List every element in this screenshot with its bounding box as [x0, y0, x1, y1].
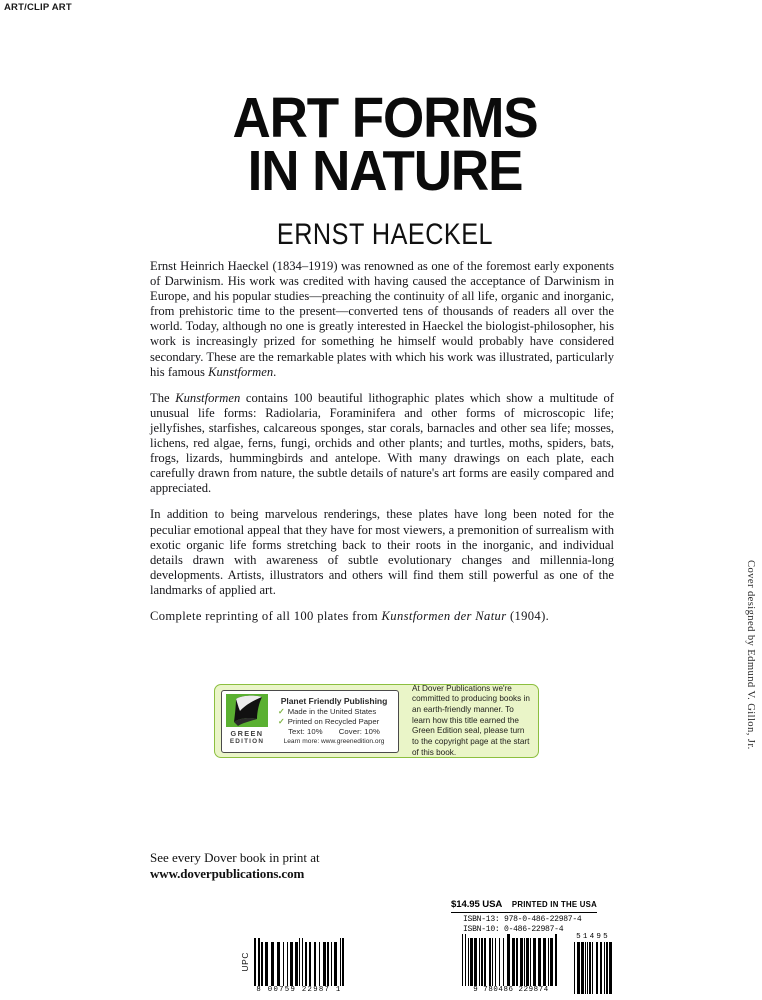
isbn-10: ISBN-10: 0-486-22987-4	[463, 924, 564, 934]
seal-bullet-2-label: Printed on Recycled Paper	[287, 716, 380, 726]
upc-label: UPC	[240, 952, 250, 972]
barcode-bars	[574, 942, 612, 994]
price-label: $14.95 USA	[451, 899, 503, 910]
paragraph-1-italic: Kunstformen	[208, 364, 274, 379]
dover-website-block	[150, 850, 320, 882]
paragraph-4	[150, 609, 614, 624]
check-icon: ✓	[278, 706, 285, 716]
upc-barcode-group	[240, 938, 344, 994]
barcode-bars	[254, 938, 344, 986]
seal-cover-percent: Cover: 10%	[338, 726, 380, 736]
price-addon-barcode	[574, 933, 612, 994]
logo-text-green: GREEN	[230, 728, 264, 738]
seal-headline: Planet Friendly Publishing	[280, 695, 388, 706]
page-title	[166, 86, 603, 203]
green-edition-seal	[214, 684, 539, 758]
paragraph-1-text-b: .	[273, 364, 277, 379]
recycled-book-icon	[226, 694, 268, 727]
seal-text-percent: Text: 10%	[288, 726, 323, 736]
upc-digits: 8 00759 22987 1	[256, 986, 342, 994]
seal-percentages	[273, 727, 395, 738]
isbn-13: ISBN-13: 978-0-486-22987-4	[463, 915, 582, 924]
dover-url[interactable]: www.doverpublications.com	[150, 866, 305, 881]
paragraph-1-text-a: Ernst Heinrich Haeckel (1834–1919) was renowned as one of the foremost early exponents of Darwinism. His work was credited with having caused the acceptance of Darwinism in Europe, and his popular studies—preaching the continuity of all life, organic and inorganic, from prehistoric time to the present—converted tens of thousands of readers all over the world. Today, although no one is greatly interested in Haeckel the biologist-philosopher, his work is increasingly prized for something he himself would probably have considered secondary. These are the remarkable plates with which his work was illustrated, particularly his famous	[150, 259, 614, 379]
cover-designer-credit: Cover designed by Edmund V. Gillon, Jr.	[745, 560, 756, 750]
check-icon: ✓	[278, 716, 285, 726]
seal-bullet-1-label: Made in the United States	[287, 706, 377, 716]
barcode-bars	[462, 934, 560, 986]
upc-barcode	[254, 938, 344, 994]
category-label: ART/CLIP ART	[4, 2, 72, 13]
paragraph-4-text-b: (1904).	[506, 608, 550, 623]
seal-learn-more: Learn more: www.greenedition.org	[283, 738, 385, 746]
back-cover-description	[150, 259, 614, 624]
book-leaf-glyph	[226, 694, 268, 727]
ean13-digits: 9 780486 229874	[473, 986, 549, 994]
planet-friendly-publishing-box	[221, 690, 399, 753]
printed-in-usa-label: PRINTED IN THE USA	[511, 900, 597, 909]
paragraph-2-italic: Kunstformen	[175, 390, 241, 405]
isbn-lines	[451, 913, 597, 935]
paragraph-2	[150, 391, 614, 497]
logo-text-edition: EDITION	[229, 737, 265, 745]
ean13-barcode	[462, 934, 560, 994]
price-row	[451, 899, 597, 913]
paragraph-4-text-a: Complete reprinting of all 100 plates from	[150, 608, 382, 623]
paragraph-4-italic: Kunstformen der Natur	[381, 608, 507, 623]
ean-barcode-group	[462, 933, 612, 994]
paragraph-1	[150, 259, 614, 380]
addon-digits: 51495	[576, 933, 610, 941]
green-edition-logo	[225, 694, 269, 749]
paragraph-3: In addition to being marvelous renderings, these plates have long been noted for the peculiar emotional appeal that they have for most viewers, a premonition of surrealism with exotic organic life forms stretching back to their roots in the inorganic, and individual details drawn with awareness of subtle evolutionary changes and millennia-long developments. Artists, illustrators and others will find them still powerful as one of the landmarks of applied art.	[150, 507, 614, 597]
title-line-2: IN NATURE	[247, 139, 523, 203]
title-line-1: ART FORMS	[232, 86, 538, 150]
title-block	[150, 86, 620, 251]
seal-bullet-recycled-paper	[273, 717, 395, 727]
seal-bullet-made-in-usa	[273, 707, 395, 717]
paragraph-2-text-b: contains 100 beautiful lithographic plates which show a multitude of unusual life forms: Radiolaria, Foraminifera and other forms of microscopic life; jellyfishes, starfishes, calcareous sponges, star corals, barnacles and other sea life; mosses, lichens, red algae, ferns, fungi, orchids and other plants; and turtles, moths, spiders, bats, frogs, lizards, hummingbirds and antelope. With many drawings on each plate, each carefully drawn from nature, the subtle details of nature's art forms are easily compared and appreciated.	[150, 390, 614, 496]
dover-tagline: See every Dover book in print at	[150, 850, 320, 865]
paragraph-2-text-a: The	[150, 390, 176, 405]
seal-text-group	[269, 694, 395, 749]
green-seal-explanation: At Dover Publications we're committed to producing books in an earth-friendly manner. To learn how this title earned the Green Edition seal, please turn to the copyright page at the start of this book.	[412, 683, 530, 757]
price-isbn-block	[451, 899, 597, 935]
author-name: ERNST HAECKEL	[276, 218, 494, 251]
